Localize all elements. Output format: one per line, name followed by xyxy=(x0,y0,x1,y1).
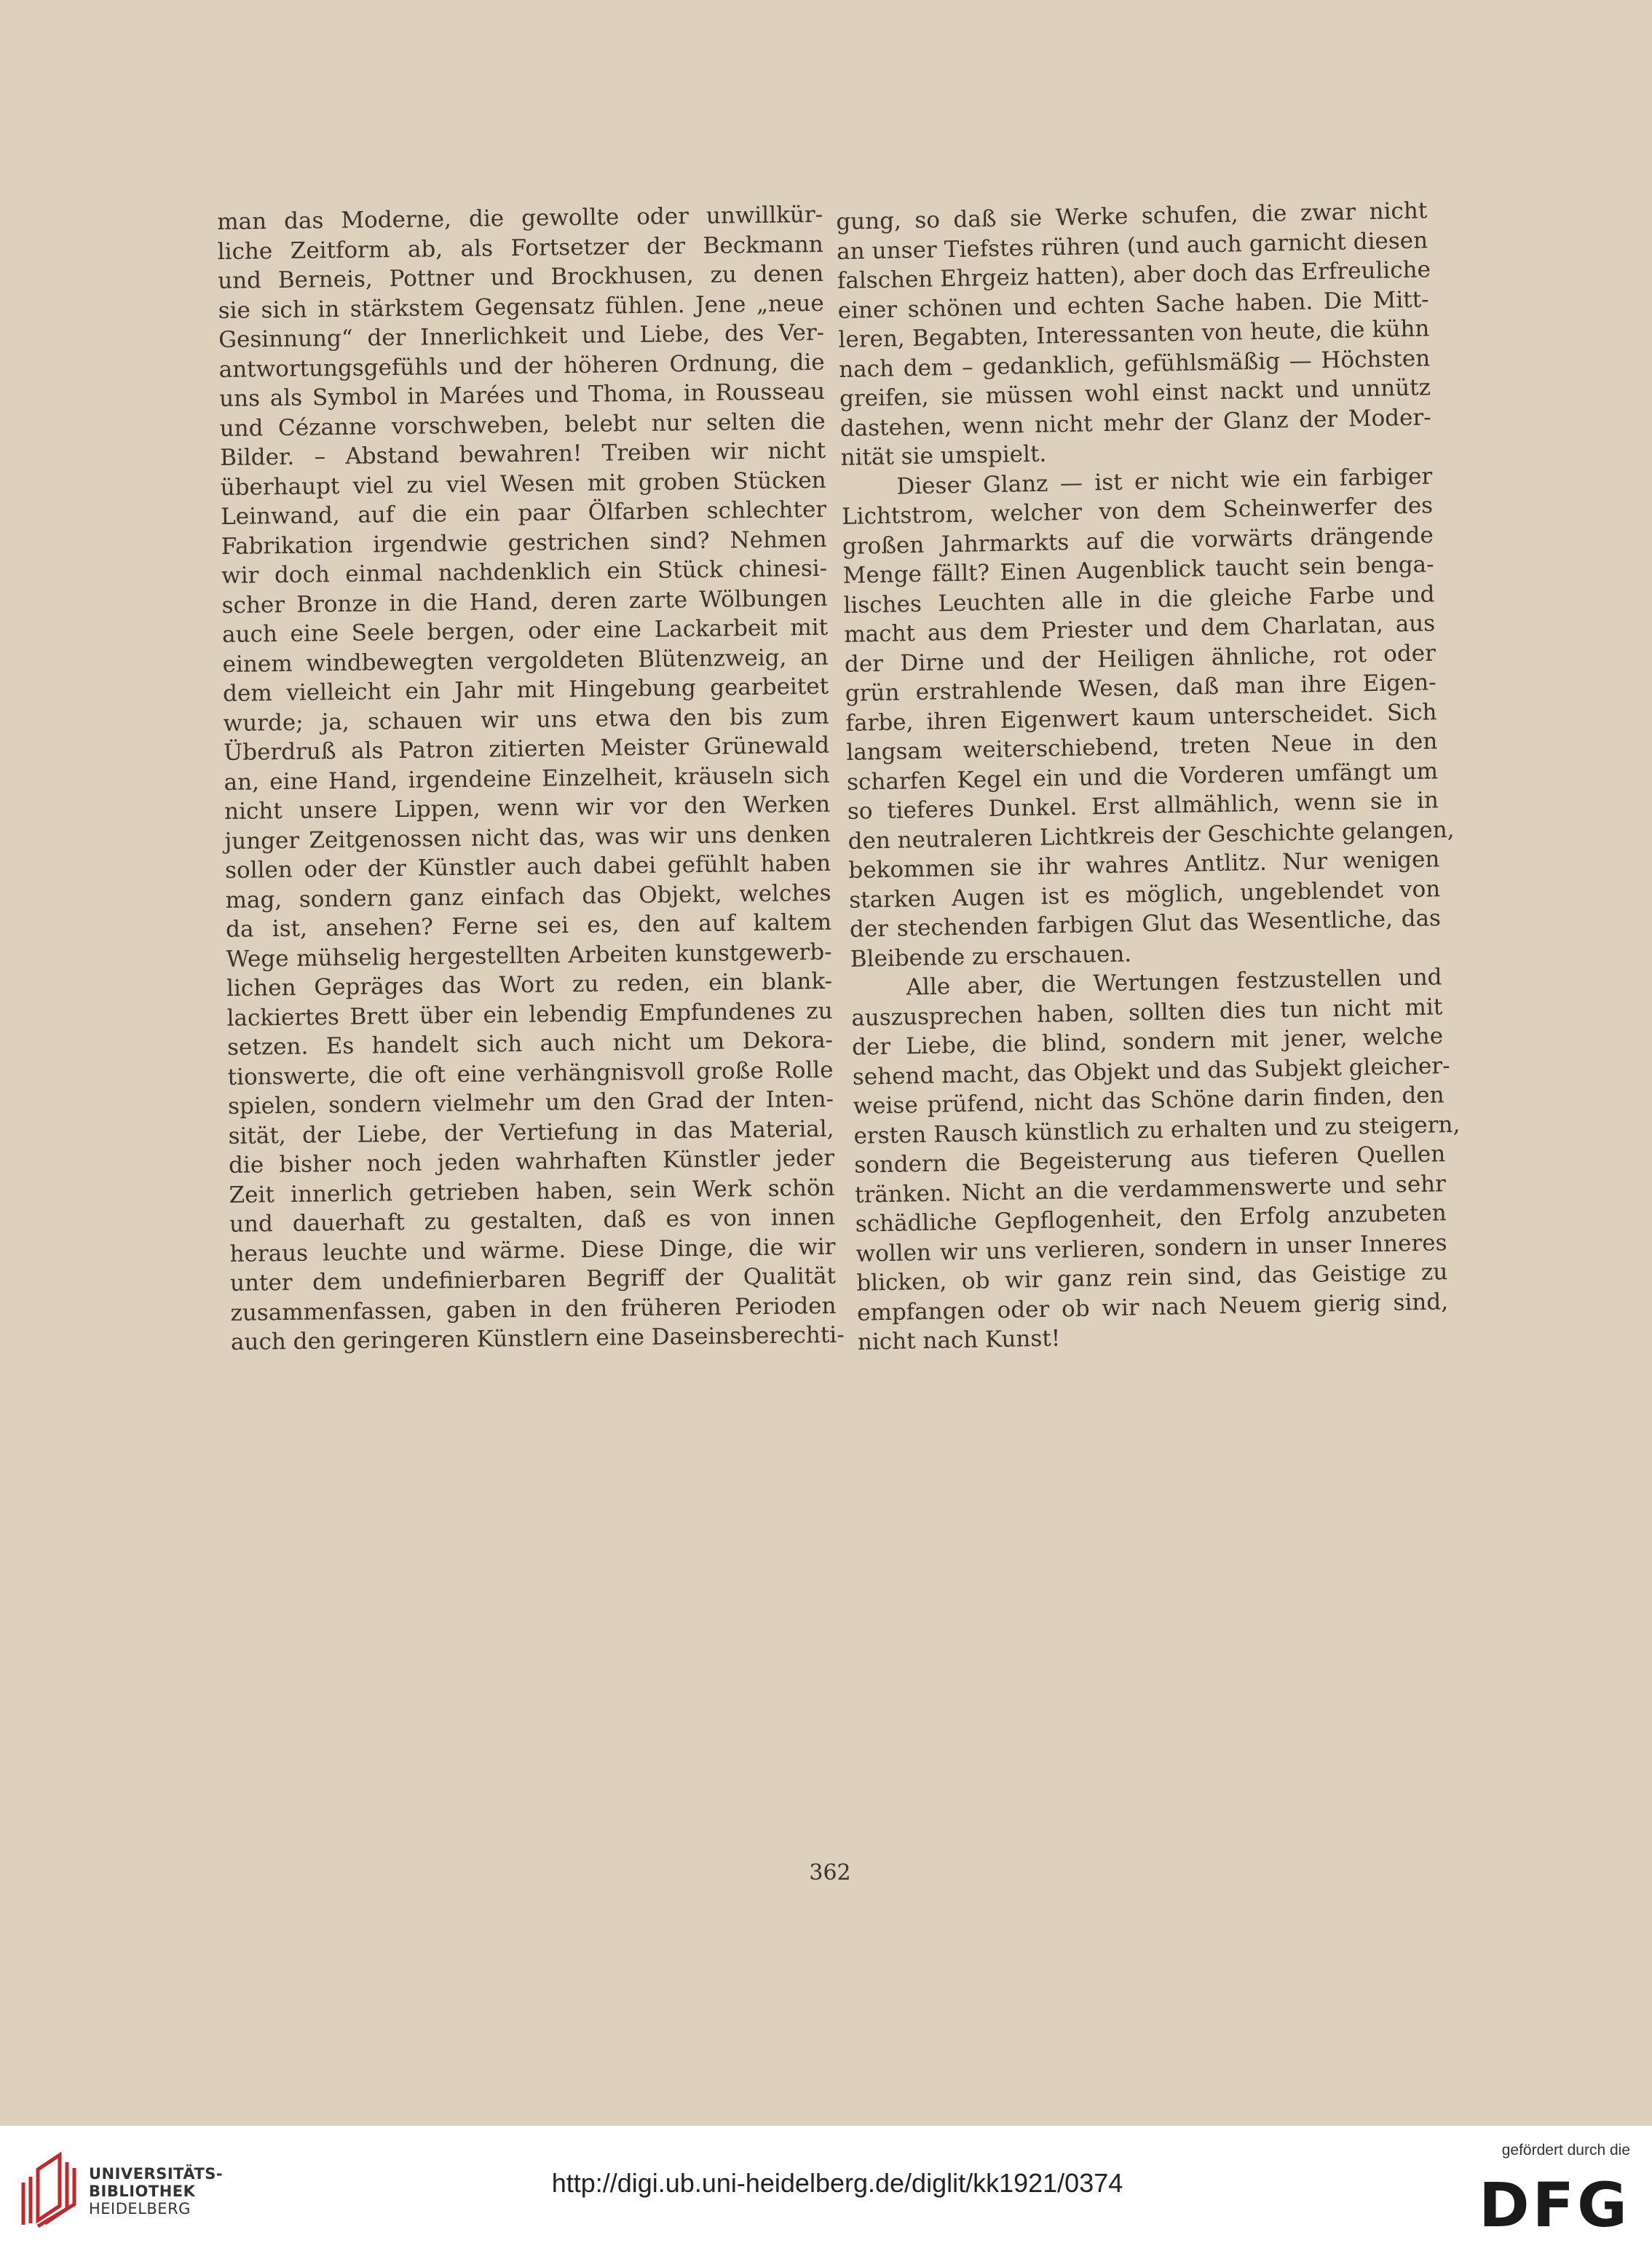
text-line: spielen, sondern vielmehr um den Grad der Inten- xyxy=(227,1085,834,1120)
text-line: tionswerte, die oft eine verhängnisvoll große Rolle xyxy=(227,1056,834,1091)
text-line: empfangen oder ob wir nach Neuem gierig sind, xyxy=(856,1288,1449,1326)
text-line: Dieser Glanz — ist er nicht wie ein farbiger xyxy=(896,462,1433,499)
text-line: liche Zeitform ab, als Fortsetzer der Beckmann xyxy=(217,231,823,265)
text-line: und dauerhaft zu gestalten, daß es von innen xyxy=(229,1203,836,1238)
text-line: nicht nach Kunst! xyxy=(857,1325,1061,1356)
text-line: scharfen Kegel ein und die Vorderen umfängt um xyxy=(846,757,1439,796)
text-line: wollen wir uns verlieren, sondern in unser Inneres xyxy=(855,1229,1447,1267)
text-line: sehend macht, das Objekt und das Subjekt gleicher- xyxy=(852,1052,1450,1091)
text-line: der Liebe, die blind, sondern mit jener, welche xyxy=(851,1023,1444,1061)
text-line: antwortungsgefühls und der höheren Ordnung, die xyxy=(218,349,825,383)
text-line: unter dem undefinierbaren Begriff der Qualität xyxy=(229,1262,837,1297)
right-text-column xyxy=(836,196,1461,1357)
text-line: sondern die Begeisterung aus tieferen Quellen xyxy=(853,1141,1446,1179)
library-name-line: UNIVERSITÄTS- xyxy=(89,2165,224,2183)
text-line: Menge fällt? Einen Augenblick taucht sein benga- xyxy=(842,551,1434,589)
text-line: leren, Begabten, Interessanten von heute, die kühn xyxy=(838,315,1430,353)
text-line: und Cézanne vorschweben, belebt nur selten die xyxy=(219,408,826,442)
text-line: sität, der Liebe, der Vertiefung in das Material, xyxy=(228,1115,834,1150)
page-number: 362 xyxy=(809,1860,851,1886)
text-line: blicken, ob wir ganz rein sind, das Geistige zu xyxy=(856,1259,1448,1297)
text-line: uns als Symbol in Marées und Thoma, in Rousseau xyxy=(218,378,826,412)
text-line: Zeit innerlich getrieben haben, sein Werk schön xyxy=(229,1174,835,1208)
text-line: wurde; ja, schauen wir uns etwa den bis zum xyxy=(223,703,829,737)
text-line: sollen oder der Künstler auch dabei gefühlt haben xyxy=(224,850,831,884)
text-line: überhaupt viel zu viel Wesen mit groben Stücken xyxy=(220,467,826,501)
text-line: tränken. Nicht an die verdammenswerte und sehr xyxy=(854,1170,1447,1208)
text-line: der stechenden farbigen Glut das Wesentliche, das xyxy=(849,905,1442,943)
text-line: nität sie umspielt. xyxy=(840,440,1047,471)
text-line: auszusprechen haben, sollten dies tun nicht mit xyxy=(851,993,1443,1032)
text-line: zusammenfassen, gaben in den früheren Perioden xyxy=(230,1292,837,1326)
text-line: einer schönen und echten Sache haben. Die Mitt- xyxy=(837,285,1429,324)
text-line: wir doch einmal nachdenklich ein Stück chinesi- xyxy=(221,555,828,589)
source-url-link[interactable]: http://digi.ub.uni-heidelberg.de/diglit/kk1921/0374 xyxy=(551,2168,1123,2198)
text-line: lichen Gepräges das Wort zu reden, ein blank- xyxy=(226,968,833,1002)
text-line: lackiertes Brett über ein lebendig Empfundenes zu xyxy=(226,997,833,1032)
text-line: langsam weiterschiebend, treten Neue in den xyxy=(846,728,1438,766)
text-line: Wege mühselig hergestellten Arbeiten kunstgewerb- xyxy=(226,938,832,973)
text-line: mag, sondern ganz einfach das Objekt, welches xyxy=(225,879,831,914)
text-line: Alle aber, die Wertungen festzustellen und xyxy=(906,964,1442,1001)
text-line: nicht unsere Lippen, wenn wir vor den Werken xyxy=(224,791,831,825)
text-line: Überdruß als Patron zitierten Meister Grünewald xyxy=(223,732,830,766)
text-line: starken Augen ist es möglich, ungeblendet von xyxy=(848,875,1441,914)
text-line: einem windbewegten vergoldeten Blütenzweig, an xyxy=(222,644,829,678)
text-line: da ist, ansehen? Ferne sei es, den auf kaltem xyxy=(225,909,832,943)
text-line: scher Bronze in die Hand, deren zarte Wölbungen xyxy=(221,585,828,619)
text-line: dem vielleicht ein Jahr mit Hingebung gearbeitet xyxy=(222,673,829,707)
text-line: greifen, sie müssen wohl einst nackt und unnütz xyxy=(839,374,1431,412)
text-line: auch den geringeren Künstlern eine Daseinsberechti- xyxy=(230,1321,845,1356)
library-name-line: BIBLIOTHEK xyxy=(89,2183,196,2200)
library-name xyxy=(89,2165,223,2218)
dfg-logo-text: DFG xyxy=(1478,2169,1630,2241)
library-emblem-icon xyxy=(16,2148,82,2228)
university-library-logo[interactable] xyxy=(16,2148,234,2228)
text-line: so tieferes Dunkel. Erst allmählich, wenn sie in xyxy=(847,787,1439,825)
text-line: man das Moderne, die gewollte oder unwillkür- xyxy=(217,201,823,235)
library-name-line: HEIDELBERG xyxy=(89,2200,191,2218)
footer-bar xyxy=(0,2126,1652,2251)
text-line: die bisher noch jeden wahrhaften Künstler jeder xyxy=(228,1144,835,1179)
dfg-funding-logo[interactable] xyxy=(1463,2142,1630,2244)
text-line: ersten Rausch künstlich zu erhalten und zu steigern, xyxy=(853,1111,1461,1150)
text-line: lisches Leuchten alle in die gleiche Farbe und xyxy=(843,580,1435,619)
text-line: weise prüfend, nicht das Schöne darin finden, den xyxy=(853,1082,1444,1120)
text-line: dastehen, wenn nicht mehr der Glanz der Moder- xyxy=(839,403,1432,442)
text-line: setzen. Es handelt sich auch nicht um Dekora- xyxy=(226,1026,834,1061)
text-line: den neutraleren Lichtkreis der Geschichte gelangen, xyxy=(847,816,1455,855)
text-line: Bilder. – Abstand bewahren! Treiben wir nicht xyxy=(219,437,826,471)
text-line: und Berneis, Pottner und Brockhusen, zu denen xyxy=(218,260,824,294)
text-line: Lichtstrom, welcher von dem Scheinwerfer des xyxy=(841,492,1434,530)
text-line: junger Zeitgenossen nicht das, was wir uns denken xyxy=(224,820,831,855)
text-line: Fabrikation irgendwie gestrichen sind? Nehmen xyxy=(221,526,827,560)
text-line: gung, so daß sie Werke schufen, die zwar nicht xyxy=(836,197,1428,235)
text-line: grün erstrahlende Wesen, daß man ihre Eigen- xyxy=(845,669,1437,707)
text-line: schädliche Gepflogenheit, den Erfolg anzubeten xyxy=(855,1200,1447,1238)
text-line: farbe, ihren Eigenwert kaum unterscheidet. Sich xyxy=(845,698,1437,737)
text-line: bekommen sie ihr wahres Antlitz. Nur wenigen xyxy=(848,846,1440,884)
text-line: Gesinnung“ der Innerlichkeit und Liebe, des Ver- xyxy=(218,319,825,353)
funding-caption: gefördert durch die xyxy=(1501,2142,1630,2159)
text-line: auch eine Seele bergen, oder eine Lackarbeit mit xyxy=(221,614,829,648)
text-line: an, eine Hand, irgendeine Einzelheit, kräuseln sich xyxy=(224,761,830,796)
text-line: macht aus dem Priester und dem Charlatan, aus xyxy=(843,610,1436,648)
text-line: nach dem – gedanklich, gefühlsmäßig — Höchsten xyxy=(838,344,1431,383)
left-text-column xyxy=(217,200,845,1358)
text-line: an unser Tiefstes rühren (und auch garnicht diesen xyxy=(836,226,1428,265)
text-line: der Dirne und der Heiligen ähnliche, rot oder xyxy=(844,639,1436,678)
text-line: Leinwand, auf die ein paar Ölfarben schlechter xyxy=(220,496,827,530)
text-line: sie sich in stärkstem Gegensatz fühlen. Jene „neue xyxy=(218,290,824,324)
text-line: Bleibende zu erschauen. xyxy=(850,940,1132,973)
text-line: heraus leuchte und wärme. Diese Dinge, die wir xyxy=(229,1233,836,1267)
text-line: großen Jahrmarkts auf die vorwärts drängende xyxy=(842,521,1434,560)
text-line: falschen Ehrgeiz hatten), aber doch das Erfreuliche xyxy=(837,256,1431,294)
